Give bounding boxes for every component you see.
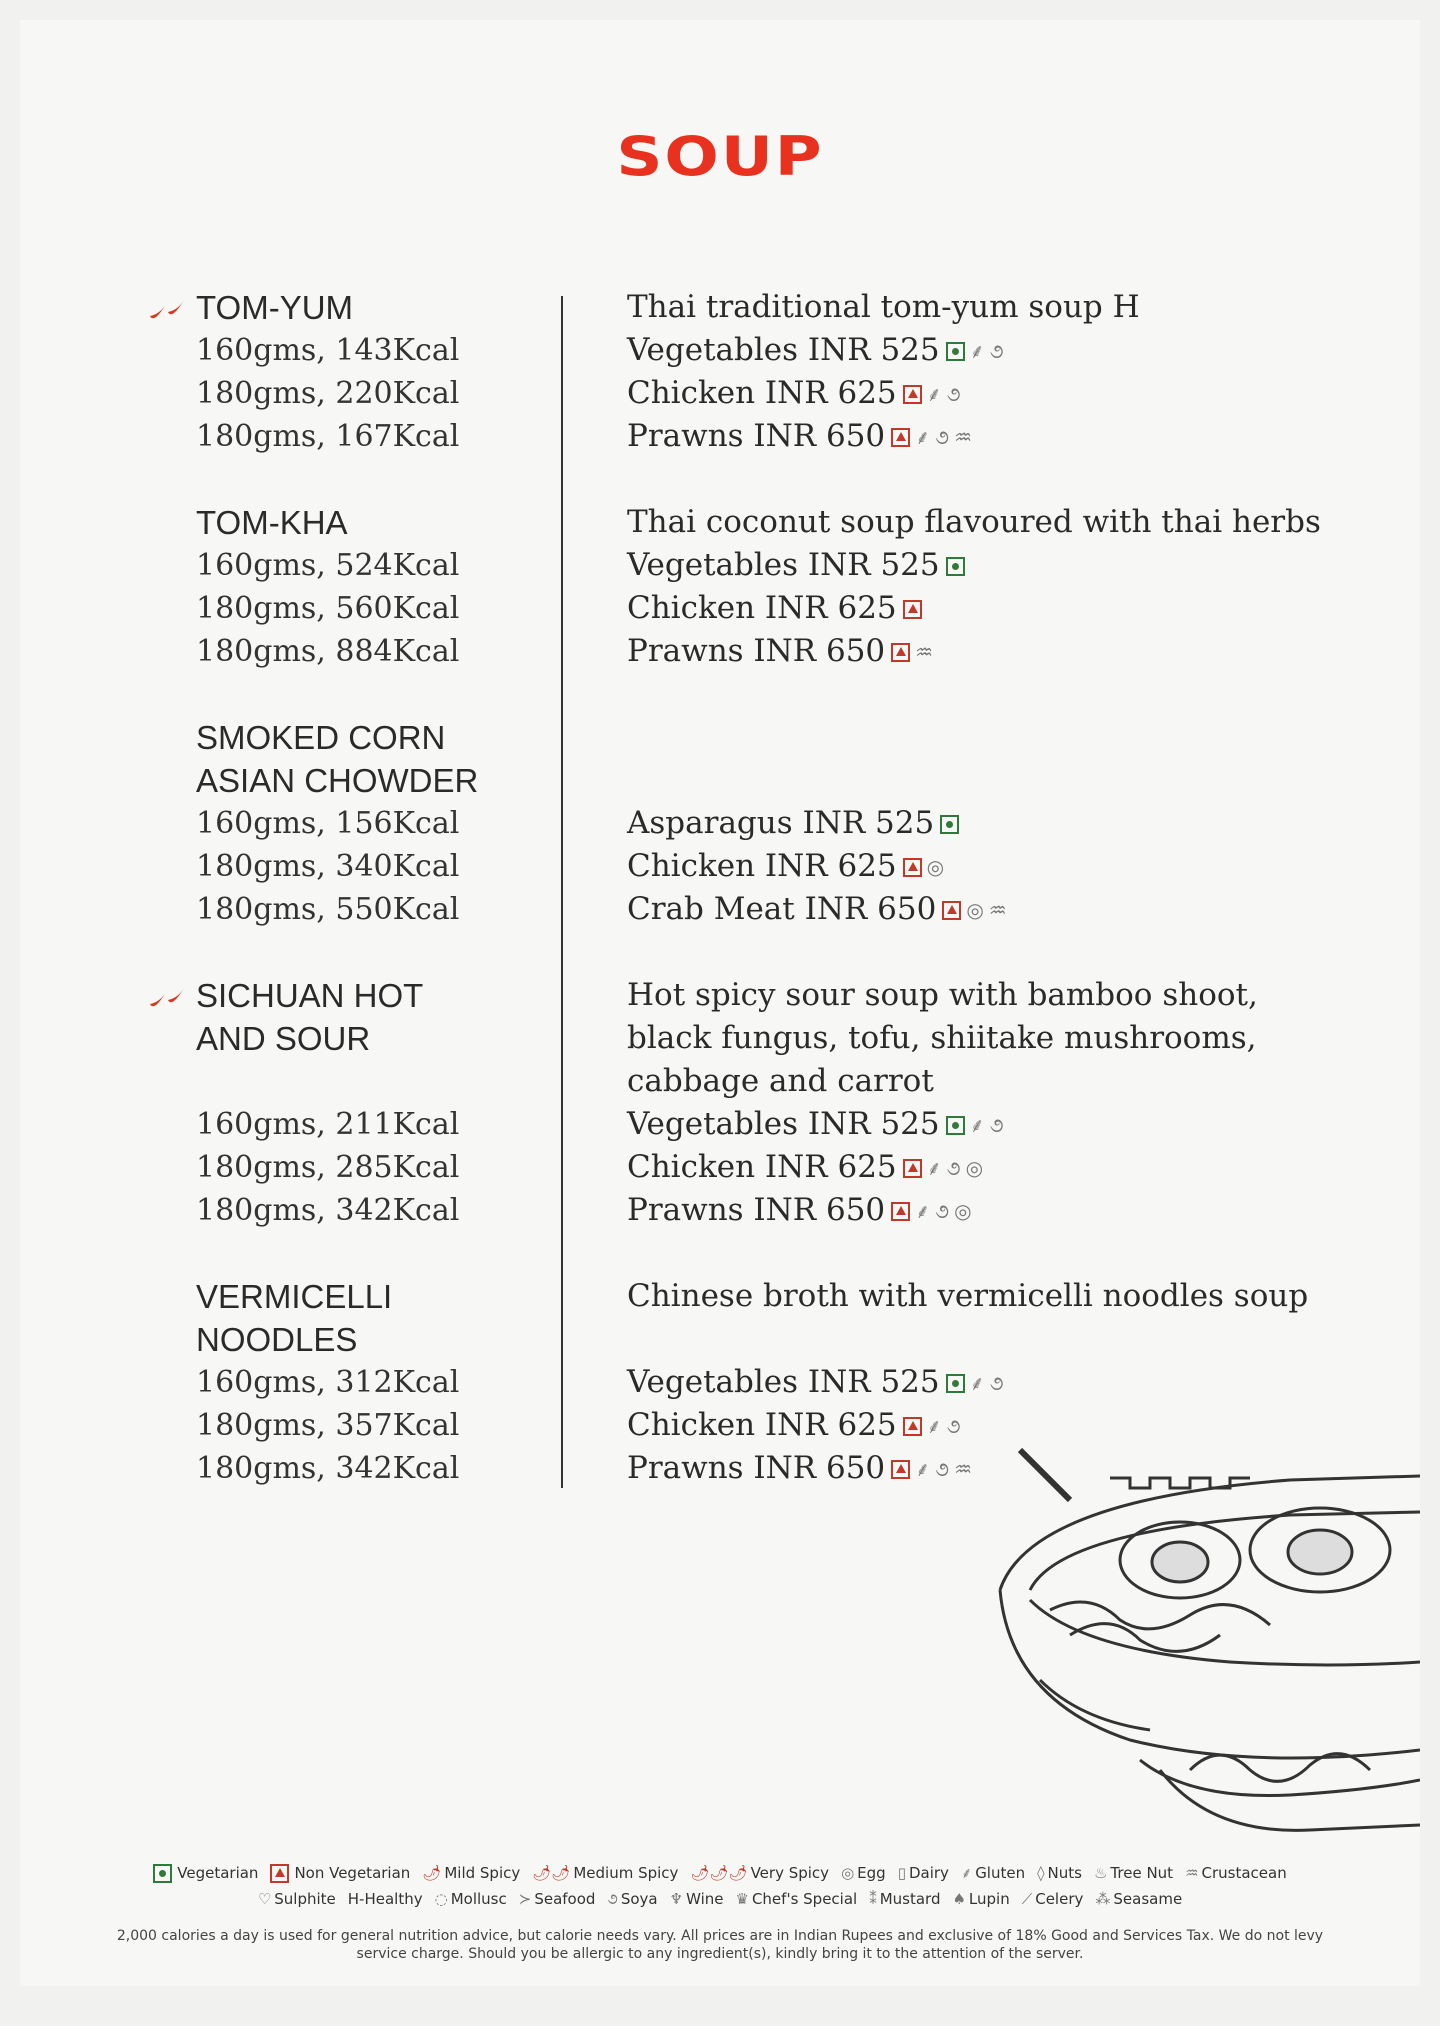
legend-row bbox=[70, 1886, 1370, 1912]
portion-calories: 160gms, 143Kcal bbox=[196, 333, 460, 368]
legend-item bbox=[1095, 1886, 1182, 1912]
dish-description: Thai coconut soup flavoured with thai herbs bbox=[627, 504, 1321, 540]
nonveg-icon bbox=[891, 428, 910, 447]
legend-item bbox=[841, 1860, 886, 1886]
veg-icon bbox=[946, 1374, 965, 1393]
gluten-icon: ⸙ bbox=[926, 1414, 942, 1438]
spacer bbox=[196, 673, 541, 716]
dish-name: AND SOUR bbox=[196, 1020, 371, 1057]
mustard-icon: ⁑ bbox=[869, 1890, 877, 1908]
legend bbox=[70, 1860, 1370, 1912]
legend-item bbox=[670, 1886, 724, 1912]
nonveg-icon bbox=[903, 600, 922, 619]
legend-label: Seafood bbox=[534, 1890, 596, 1908]
soya-icon: ૭ bbox=[989, 1371, 1004, 1395]
spacer bbox=[627, 1232, 1387, 1275]
price-line bbox=[627, 1103, 1387, 1146]
price-text: Chicken INR 625 bbox=[627, 1149, 897, 1185]
gluten-icon: ⸙ bbox=[915, 1457, 931, 1481]
veg-icon bbox=[946, 557, 965, 576]
gluten-icon: ⸙ bbox=[915, 425, 931, 449]
price-text: Prawns INR 650 bbox=[627, 418, 886, 454]
gluten-icon: ⸙ bbox=[915, 1199, 931, 1223]
nonveg-icon bbox=[942, 901, 961, 920]
legend-item bbox=[422, 1860, 520, 1886]
chili1-icon: 🌶 bbox=[422, 1864, 442, 1882]
dish-name: NOODLES bbox=[196, 1321, 358, 1358]
gluten-icon: ⸙ bbox=[926, 382, 942, 406]
wine-icon: ♆ bbox=[669, 1890, 684, 1908]
legend-label: Mild Spicy bbox=[444, 1864, 521, 1882]
nonveg-icon bbox=[891, 1202, 910, 1221]
legend-label: Soya bbox=[620, 1890, 658, 1908]
price-line bbox=[627, 845, 1387, 888]
menu-page bbox=[20, 20, 1420, 1986]
portion-calories: 180gms, 884Kcal bbox=[196, 634, 460, 669]
legend-item bbox=[1022, 1886, 1084, 1912]
legend-label: Gluten bbox=[975, 1864, 1026, 1882]
legend-item bbox=[952, 1886, 1009, 1912]
celery-icon: ⟋ bbox=[1021, 1890, 1033, 1908]
price-text: Prawns INR 650 bbox=[627, 1450, 886, 1486]
legend-item bbox=[1037, 1860, 1082, 1886]
portion-calories: 160gms, 156Kcal bbox=[196, 806, 460, 841]
soya-icon: ૭ bbox=[946, 382, 961, 406]
dish-name: TOM-KHA bbox=[196, 504, 348, 541]
egg-icon: ◎ bbox=[954, 1199, 972, 1223]
dish-name: SICHUAN HOT bbox=[196, 974, 541, 1017]
gluten-icon: ⸙ bbox=[969, 339, 985, 363]
nonveg-icon bbox=[903, 1159, 922, 1178]
egg-icon: ◎ bbox=[966, 898, 984, 922]
portion-calories: 180gms, 550Kcal bbox=[196, 892, 460, 927]
legend-item bbox=[1094, 1860, 1173, 1886]
price-text: Chicken INR 625 bbox=[627, 375, 897, 411]
portion-calories: 180gms, 167Kcal bbox=[196, 419, 460, 454]
portion-calories: 180gms, 285Kcal bbox=[196, 1150, 460, 1185]
gluten-icon: ⸙ bbox=[969, 1371, 985, 1395]
egg-icon: ◎ bbox=[926, 855, 945, 879]
sulphite-icon: ♡ bbox=[257, 1890, 272, 1908]
nonveg-icon bbox=[903, 1417, 922, 1436]
dish-name: VERMICELLI bbox=[196, 1278, 393, 1315]
legend-label: Vegetarian bbox=[177, 1864, 259, 1882]
portion-calories: 180gms, 560Kcal bbox=[196, 591, 460, 626]
veg-icon bbox=[946, 342, 965, 361]
nonveg-icon bbox=[903, 858, 922, 877]
price-text: Vegetables INR 525 bbox=[627, 1106, 940, 1142]
portion-calories: 160gms, 211Kcal bbox=[196, 1107, 460, 1142]
chefs-special-icon: ♛ bbox=[735, 1890, 749, 1908]
legend-label: Nuts bbox=[1047, 1864, 1082, 1882]
price-text: Vegetables INR 525 bbox=[627, 1364, 940, 1400]
gluten-icon: ⸙ bbox=[926, 1156, 942, 1180]
chili2-icon: 🌶🌶 bbox=[532, 1864, 571, 1882]
price-text: Chicken INR 625 bbox=[627, 590, 897, 626]
spacer bbox=[196, 1232, 541, 1275]
dish-description: Hot spicy sour soup with bamboo shoot, bbox=[627, 977, 1258, 1013]
spacer bbox=[627, 673, 1387, 716]
gluten-icon: ⸙ bbox=[969, 1113, 985, 1137]
crustacean-icon: ♒ bbox=[988, 898, 1007, 922]
price-text: Prawns INR 650 bbox=[627, 633, 886, 669]
soya-icon: ૭ bbox=[946, 1156, 961, 1180]
soya-icon: ૭ bbox=[989, 1113, 1004, 1137]
dish-description: cabbage and carrot bbox=[627, 1063, 934, 1099]
price-line bbox=[627, 1361, 1387, 1404]
legend-item bbox=[532, 1860, 678, 1886]
portion-calories: 180gms, 342Kcal bbox=[196, 1193, 460, 1228]
legend-label: Wine bbox=[686, 1890, 724, 1908]
crustacean-icon: ♒ bbox=[954, 1457, 973, 1481]
footnote: 2,000 calories a day is used for general nutrition advice, but calorie needs vary. All prices are in Indian Rupees and exclusive of 18% Good and Services Tax. We do not levy service charge. Should you be allergic to any ingredient(s), kindly bring it to the attention of the server. bbox=[116, 1928, 1324, 1962]
legend-item bbox=[690, 1860, 829, 1886]
legend-label: Sulphite bbox=[274, 1890, 336, 1908]
price-line bbox=[627, 587, 1387, 630]
legend-item bbox=[1185, 1860, 1287, 1886]
legend-row bbox=[70, 1860, 1370, 1886]
nonveg-icon bbox=[270, 1864, 289, 1883]
dish-name: SMOKED CORN bbox=[196, 719, 446, 756]
portion-calories: 180gms, 342Kcal bbox=[196, 1451, 460, 1486]
legend-label: Egg bbox=[857, 1864, 886, 1882]
spacer bbox=[627, 759, 1387, 802]
legend-label: Mollusc bbox=[450, 1890, 507, 1908]
nuts-icon: ◊ bbox=[1037, 1864, 1045, 1882]
gluten-icon: ⸙ bbox=[960, 1864, 973, 1882]
crustacean-icon: ♒ bbox=[954, 425, 973, 449]
legend-item bbox=[869, 1886, 940, 1912]
legend-label: Celery bbox=[1035, 1890, 1084, 1908]
portion-calories: 180gms, 357Kcal bbox=[196, 1408, 460, 1443]
soya-icon: ૭ bbox=[989, 339, 1004, 363]
mollusc-icon: ◌ bbox=[434, 1890, 448, 1908]
legend-label: Medium Spicy bbox=[573, 1864, 679, 1882]
dish-name: TOM-YUM bbox=[196, 286, 541, 329]
spacer bbox=[627, 716, 1387, 759]
nonveg-icon bbox=[903, 385, 922, 404]
lupin-icon: ♠ bbox=[952, 1890, 966, 1908]
price-line bbox=[627, 1189, 1387, 1232]
nonveg-icon bbox=[891, 643, 910, 662]
left-column bbox=[196, 286, 541, 1490]
spacer bbox=[196, 458, 541, 501]
legend-label: Dairy bbox=[908, 1864, 949, 1882]
legend-label: H-Healthy bbox=[347, 1890, 423, 1908]
legend-item bbox=[607, 1886, 657, 1912]
soya-icon: ૭ bbox=[935, 425, 950, 449]
dish-description: Chinese broth with vermicelli noodles soup bbox=[627, 1278, 1309, 1314]
price-line bbox=[627, 544, 1387, 587]
price-line bbox=[627, 888, 1387, 931]
legend-item bbox=[961, 1860, 1025, 1886]
price-text: Prawns INR 650 bbox=[627, 1192, 886, 1228]
spicy-chili-icon bbox=[146, 286, 190, 329]
price-text: Asparagus INR 525 bbox=[627, 805, 935, 841]
price-line bbox=[627, 329, 1387, 372]
egg-icon: ◎ bbox=[965, 1156, 984, 1180]
legend-item bbox=[348, 1886, 423, 1912]
noodle-bowl-illustration bbox=[990, 1440, 1420, 1840]
soya-icon: ૭ bbox=[607, 1890, 618, 1908]
legend-label: Lupin bbox=[968, 1890, 1010, 1908]
spacer bbox=[196, 1060, 541, 1103]
price-text: Chicken INR 625 bbox=[627, 848, 897, 884]
price-text: Vegetables INR 525 bbox=[627, 547, 940, 583]
price-line bbox=[627, 802, 1387, 845]
page-title: SOUP bbox=[616, 125, 824, 189]
portion-calories: 160gms, 524Kcal bbox=[196, 548, 460, 583]
legend-label: Crustacean bbox=[1201, 1864, 1287, 1882]
sesame-icon: ⁂ bbox=[1095, 1890, 1111, 1908]
legend-item bbox=[270, 1860, 410, 1886]
soya-icon: ૭ bbox=[935, 1457, 950, 1481]
legend-item bbox=[153, 1860, 258, 1886]
legend-item bbox=[898, 1860, 949, 1886]
chili3-icon: 🌶🌶🌶 bbox=[690, 1864, 748, 1882]
veg-icon bbox=[153, 1864, 172, 1883]
soya-icon: ૭ bbox=[946, 1414, 961, 1438]
spacer bbox=[627, 1318, 1387, 1361]
veg-icon bbox=[940, 815, 959, 834]
crustacean-icon: ♒ bbox=[915, 640, 934, 664]
nonveg-icon bbox=[891, 1460, 910, 1479]
dish-description: black fungus, tofu, shiitake mushrooms, bbox=[627, 1020, 1257, 1056]
price-line bbox=[627, 372, 1387, 415]
egg-icon: ◎ bbox=[841, 1864, 855, 1882]
legend-label: Seasame bbox=[1113, 1890, 1183, 1908]
legend-label: Tree Nut bbox=[1110, 1864, 1174, 1882]
column-divider bbox=[561, 296, 563, 1488]
legend-label: Mustard bbox=[879, 1890, 941, 1908]
legend-label: Chef's Special bbox=[751, 1890, 858, 1908]
dairy-icon: ▯ bbox=[897, 1864, 906, 1882]
right-column bbox=[627, 286, 1387, 1490]
price-line bbox=[627, 1146, 1387, 1189]
spacer bbox=[196, 931, 541, 974]
portion-calories: 180gms, 220Kcal bbox=[196, 376, 460, 411]
price-line bbox=[627, 415, 1387, 458]
portion-calories: 160gms, 312Kcal bbox=[196, 1365, 460, 1400]
legend-item bbox=[736, 1886, 858, 1912]
veg-icon bbox=[946, 1116, 965, 1135]
tree-nut-icon: ♨ bbox=[1093, 1864, 1108, 1882]
spacer bbox=[627, 931, 1387, 974]
portion-calories: 180gms, 340Kcal bbox=[196, 849, 460, 884]
price-text: Vegetables INR 525 bbox=[627, 332, 940, 368]
dish-name: ASIAN CHOWDER bbox=[196, 762, 479, 799]
seafood-icon: ≻ bbox=[518, 1890, 532, 1908]
crustacean-icon: ♒ bbox=[1185, 1864, 1199, 1882]
legend-label: Non Vegetarian bbox=[294, 1864, 411, 1882]
soya-icon: ૭ bbox=[935, 1199, 950, 1223]
dish-description: Thai traditional tom-yum soup H bbox=[627, 289, 1140, 325]
legend-label: Very Spicy bbox=[750, 1864, 830, 1882]
price-text: Chicken INR 625 bbox=[627, 1407, 897, 1443]
legend-item bbox=[258, 1886, 336, 1912]
price-text: Crab Meat INR 650 bbox=[627, 891, 937, 927]
legend-item bbox=[435, 1886, 507, 1912]
price-line bbox=[627, 630, 1387, 673]
spicy-chili-icon bbox=[146, 974, 190, 1017]
spacer bbox=[627, 458, 1387, 501]
legend-item bbox=[519, 1886, 596, 1912]
